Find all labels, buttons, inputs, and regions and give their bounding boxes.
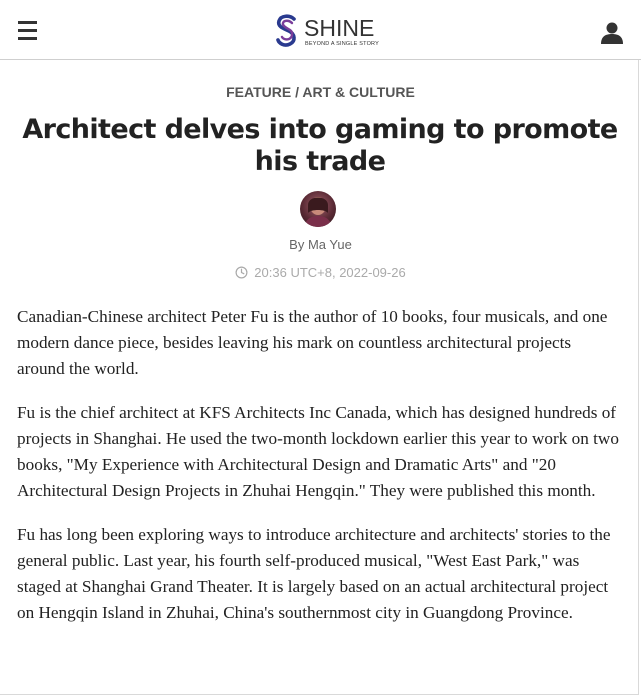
category-feature-link[interactable]: FEATURE	[226, 84, 292, 100]
hamburger-menu-icon[interactable]	[18, 21, 38, 41]
category-art-culture-link[interactable]: ART & CULTURE	[302, 84, 415, 100]
brand-name: SHINE	[304, 15, 375, 41]
author-avatar[interactable]	[300, 191, 336, 227]
user-silhouette-icon	[600, 21, 624, 45]
article-category	[0, 84, 641, 100]
brand-tagline: BEYOND A SINGLE STORY	[305, 41, 379, 47]
article-body	[17, 304, 623, 644]
avatar-portrait-icon	[300, 191, 336, 227]
article-paragraph: Fu is the chief architect at KFS Architects Inc Canada, which has designed hundreds of projects in Shanghai. He used the two-month lockdown earlier this year to work on two books, "My Experience with Architectural Design and Dramatic Arts" and "20 Architectural Design Projects in Zhuhai Hengqin." They were published this month.	[17, 403, 619, 500]
clock-icon	[235, 266, 248, 279]
article-title: Architect delves into gaming to promote his trade	[22, 114, 618, 177]
shine-logo[interactable]	[274, 12, 379, 52]
user-icon[interactable]	[600, 21, 624, 45]
author-byline[interactable]: By Ma Yue	[289, 237, 352, 252]
article-paragraph: Canadian-Chinese architect Peter Fu is the author of 10 books, four musicals, and one modern dance piece, besides leaving his mark on countless architectural projects around the world.	[17, 307, 608, 378]
article-paragraph: Fu has long been exploring ways to introduce architecture and architects' stories to the general public. Last year, his fourth self-produced musical, "West East Park," was staged at Shanghai Grand Theater. It is largely based on an actual architectural project on Hengqin Island in Zhuhai, China's southernmost city in Guangdong Province.	[17, 525, 611, 622]
publish-timestamp	[0, 265, 641, 280]
site-header	[0, 0, 641, 60]
timestamp-text: 20:36 UTC+8, 2022-09-26	[254, 265, 406, 280]
category-separator: /	[291, 84, 303, 100]
shine-logo-mark-icon	[274, 12, 302, 52]
